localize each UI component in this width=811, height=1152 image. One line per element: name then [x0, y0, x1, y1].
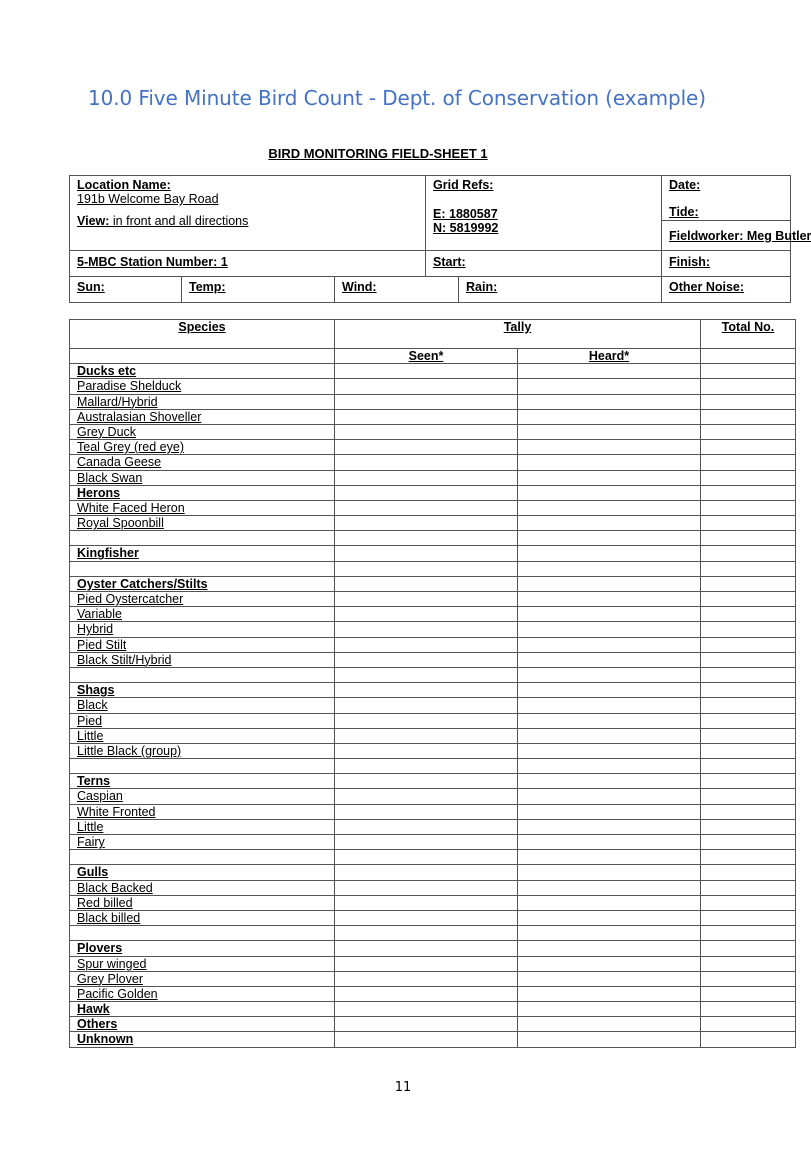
total-count-cell[interactable] [701, 561, 796, 576]
species-name: Black Swan [70, 470, 335, 485]
seen-tally-cell[interactable] [335, 622, 518, 637]
species-name [70, 531, 335, 546]
seen-tally-cell[interactable] [335, 819, 518, 834]
species-row [70, 607, 796, 622]
species-name: Black Stilt/Hybrid [70, 652, 335, 667]
seen-tally-cell[interactable] [335, 926, 518, 941]
heard-tally-cell[interactable] [518, 667, 701, 682]
seen-tally-cell[interactable] [335, 440, 518, 455]
species-row [70, 819, 796, 834]
species-row [70, 956, 796, 971]
seen-tally-cell[interactable] [335, 409, 518, 424]
heard-tally-cell[interactable] [518, 941, 701, 956]
heard-tally-cell[interactable] [518, 926, 701, 941]
total-count-cell[interactable] [701, 667, 796, 682]
species-name [70, 561, 335, 576]
location-cell[interactable] [70, 176, 426, 251]
heard-tally-cell[interactable] [518, 470, 701, 485]
species-row [70, 850, 796, 865]
northing-value: N: 5819992 [433, 221, 499, 235]
species-row [70, 500, 796, 515]
species-group-row [70, 546, 796, 561]
seen-tally-cell[interactable] [335, 637, 518, 652]
seen-tally-cell[interactable] [335, 986, 518, 1001]
heard-tally-cell[interactable] [518, 743, 701, 758]
species-name: Teal Grey (red eye) [70, 440, 335, 455]
seen-tally-cell[interactable] [335, 895, 518, 910]
total-count-cell[interactable] [701, 713, 796, 728]
total-count-cell[interactable] [701, 1032, 796, 1047]
species-row [70, 713, 796, 728]
species-row [70, 986, 796, 1001]
species-row [70, 804, 796, 819]
species-group-row [70, 1032, 796, 1047]
total-count-cell[interactable] [701, 637, 796, 652]
seen-tally-cell[interactable] [335, 1002, 518, 1017]
easting-value: E: 1880587 [433, 207, 498, 221]
heard-tally-cell[interactable] [518, 440, 701, 455]
total-count-cell[interactable] [701, 440, 796, 455]
seen-tally-cell[interactable] [335, 941, 518, 956]
seen-tally-cell[interactable] [335, 1032, 518, 1047]
species-group-row [70, 683, 796, 698]
species-row [70, 789, 796, 804]
seen-tally-cell[interactable] [335, 516, 518, 531]
total-count-cell[interactable] [701, 789, 796, 804]
species-row [70, 470, 796, 485]
seen-tally-cell[interactable] [335, 743, 518, 758]
seen-tally-cell[interactable] [335, 910, 518, 925]
seen-tally-cell[interactable] [335, 850, 518, 865]
species-row [70, 409, 796, 424]
other-noise-cell[interactable]: Other Noise: [662, 277, 791, 303]
species-row [70, 759, 796, 774]
finish-cell[interactable]: Finish: [662, 251, 791, 277]
species-name [70, 667, 335, 682]
heard-tally-cell[interactable] [518, 379, 701, 394]
seen-tally-cell[interactable] [335, 500, 518, 515]
fieldworker-value: Fieldworker: Meg Butler [669, 229, 811, 243]
seen-tally-cell[interactable] [335, 424, 518, 439]
species-row [70, 592, 796, 607]
heard-tally-cell[interactable] [518, 850, 701, 865]
heard-tally-cell[interactable] [518, 865, 701, 880]
seen-tally-cell[interactable] [335, 956, 518, 971]
total-count-cell[interactable] [701, 652, 796, 667]
species-row [70, 926, 796, 941]
species-row [70, 379, 796, 394]
species-row [70, 637, 796, 652]
species-group-row [70, 364, 796, 379]
total-count-cell[interactable] [701, 743, 796, 758]
heard-tally-cell[interactable] [518, 652, 701, 667]
total-count-cell[interactable] [701, 409, 796, 424]
grid-refs-cell[interactable] [426, 176, 662, 251]
seen-tally-cell[interactable] [335, 561, 518, 576]
seen-tally-cell[interactable] [335, 789, 518, 804]
date-tide-cell[interactable] [662, 176, 791, 221]
heard-tally-cell[interactable] [518, 804, 701, 819]
tally-column-header: Tally [335, 320, 701, 349]
species-group-row [70, 576, 796, 591]
species-row [70, 971, 796, 986]
heard-tally-cell[interactable] [518, 971, 701, 986]
total-count-cell[interactable] [701, 607, 796, 622]
heard-tally-cell[interactable] [518, 455, 701, 470]
species-group-row [70, 941, 796, 956]
heard-tally-cell[interactable] [518, 546, 701, 561]
seen-tally-cell[interactable] [335, 683, 518, 698]
total-count-cell[interactable] [701, 1017, 796, 1032]
heard-tally-cell[interactable] [518, 713, 701, 728]
species-row [70, 561, 796, 576]
species-group-name: Plovers [70, 941, 335, 956]
seen-tally-cell[interactable] [335, 865, 518, 880]
species-name: Grey Plover [70, 971, 335, 986]
seen-tally-cell[interactable] [335, 804, 518, 819]
species-name: Mallard/Hybrid [70, 394, 335, 409]
heard-tally-cell[interactable] [518, 910, 701, 925]
species-name: Red billed [70, 895, 335, 910]
total-count-cell[interactable] [701, 516, 796, 531]
heard-tally-cell[interactable] [518, 394, 701, 409]
species-group-row [70, 485, 796, 500]
heard-tally-cell[interactable] [518, 835, 701, 850]
species-name: Black billed [70, 910, 335, 925]
species-group-name: Others [70, 1017, 335, 1032]
heard-tally-cell[interactable] [518, 607, 701, 622]
heard-tally-cell[interactable] [518, 516, 701, 531]
seen-tally-cell[interactable] [335, 546, 518, 561]
species-name: White Faced Heron [70, 500, 335, 515]
page-number: 11 [394, 1080, 412, 1095]
sun-cell[interactable]: Sun: [70, 277, 182, 303]
view-label: View: [77, 214, 110, 228]
heard-tally-cell[interactable] [518, 728, 701, 743]
start-cell[interactable]: Start: [426, 251, 662, 277]
species-name: Pied [70, 713, 335, 728]
total-count-cell[interactable] [701, 804, 796, 819]
total-count-cell[interactable] [701, 531, 796, 546]
total-count-cell[interactable] [701, 622, 796, 637]
species-row [70, 652, 796, 667]
species-name: Pied Stilt [70, 637, 335, 652]
species-name: Black Backed [70, 880, 335, 895]
species-group-name: Oyster Catchers/Stilts [70, 576, 335, 591]
total-count-cell[interactable] [701, 485, 796, 500]
total-count-cell[interactable] [701, 546, 796, 561]
total-count-cell[interactable] [701, 759, 796, 774]
species-row [70, 516, 796, 531]
heard-tally-cell[interactable] [518, 637, 701, 652]
total-count-cell[interactable] [701, 379, 796, 394]
heard-tally-cell[interactable] [518, 622, 701, 637]
total-count-cell[interactable] [701, 683, 796, 698]
species-subheader-blank [70, 349, 335, 364]
species-group-row [70, 1002, 796, 1017]
species-name: Hybrid [70, 622, 335, 637]
location-value: 191b Welcome Bay Road [77, 192, 219, 206]
total-count-cell[interactable] [701, 971, 796, 986]
seen-tally-cell[interactable] [335, 455, 518, 470]
total-count-cell[interactable] [701, 592, 796, 607]
location-label: Location Name: [77, 178, 171, 192]
heard-tally-cell[interactable] [518, 424, 701, 439]
seen-tally-cell[interactable] [335, 576, 518, 591]
heard-tally-cell[interactable] [518, 364, 701, 379]
species-group-row [70, 1017, 796, 1032]
tide-label: Tide: [669, 205, 699, 219]
total-count-cell[interactable] [701, 1002, 796, 1017]
species-name: Pacific Golden [70, 986, 335, 1001]
total-count-cell[interactable] [701, 576, 796, 591]
total-count-cell[interactable] [701, 774, 796, 789]
seen-tally-cell[interactable] [335, 774, 518, 789]
total-subheader-blank [701, 349, 796, 364]
temp-cell[interactable]: Temp: [182, 277, 335, 303]
heard-tally-cell[interactable] [518, 819, 701, 834]
total-count-cell[interactable] [701, 500, 796, 515]
heard-tally-cell[interactable] [518, 986, 701, 1001]
total-count-cell[interactable] [701, 470, 796, 485]
heard-tally-cell[interactable] [518, 759, 701, 774]
heard-tally-cell[interactable] [518, 789, 701, 804]
species-row [70, 394, 796, 409]
species-group-name: Hawk [70, 1002, 335, 1017]
total-count-cell[interactable] [701, 364, 796, 379]
seen-tally-cell[interactable] [335, 652, 518, 667]
species-tally-table [69, 319, 796, 1048]
species-group-name: Terns [70, 774, 335, 789]
species-name: Little [70, 728, 335, 743]
seen-tally-cell[interactable] [335, 607, 518, 622]
species-name [70, 759, 335, 774]
total-count-cell[interactable] [701, 728, 796, 743]
seen-tally-cell[interactable] [335, 394, 518, 409]
heard-tally-cell[interactable] [518, 880, 701, 895]
species-name: Little [70, 819, 335, 834]
species-row [70, 910, 796, 925]
header-info-table [69, 175, 811, 303]
species-name: Australasian Shoveller [70, 409, 335, 424]
heard-tally-cell[interactable] [518, 683, 701, 698]
heard-tally-cell[interactable] [518, 698, 701, 713]
species-name: White Fronted [70, 804, 335, 819]
species-name: Paradise Shelduck [70, 379, 335, 394]
seen-tally-cell[interactable] [335, 698, 518, 713]
species-name: Royal Spoonbill [70, 516, 335, 531]
species-row [70, 880, 796, 895]
species-group-name: Unknown [70, 1032, 335, 1047]
heard-tally-cell[interactable] [518, 485, 701, 500]
seen-tally-cell[interactable] [335, 667, 518, 682]
grid-refs-label: Grid Refs: [433, 178, 494, 192]
species-row [70, 622, 796, 637]
heard-tally-cell[interactable] [518, 956, 701, 971]
total-count-cell[interactable] [701, 850, 796, 865]
seen-tally-cell[interactable] [335, 728, 518, 743]
species-row [70, 424, 796, 439]
date-label: Date: [669, 178, 701, 192]
species-group-name: Gulls [70, 865, 335, 880]
total-count-cell[interactable] [701, 835, 796, 850]
species-row [70, 667, 796, 682]
heard-tally-cell[interactable] [518, 576, 701, 591]
heard-tally-cell[interactable] [518, 1017, 701, 1032]
species-group-name: Herons [70, 485, 335, 500]
heard-tally-cell[interactable] [518, 1032, 701, 1047]
heard-tally-cell[interactable] [518, 531, 701, 546]
species-name [70, 850, 335, 865]
view-value: in front and all directions [109, 214, 249, 228]
total-count-cell[interactable] [701, 941, 796, 956]
species-name: Fairy [70, 835, 335, 850]
total-count-cell[interactable] [701, 698, 796, 713]
total-count-cell[interactable] [701, 986, 796, 1001]
species-row [70, 440, 796, 455]
species-name: Caspian [70, 789, 335, 804]
seen-tally-cell[interactable] [335, 713, 518, 728]
total-count-cell[interactable] [701, 880, 796, 895]
species-name: Variable [70, 607, 335, 622]
species-group-row [70, 865, 796, 880]
field-sheet-title: BIRD MONITORING FIELD-SHEET 1 [268, 146, 488, 161]
page-heading: 10.0 Five Minute Bird Count - Dept. of Conservation (example) [88, 86, 706, 110]
species-row [70, 895, 796, 910]
heard-tally-cell[interactable] [518, 409, 701, 424]
total-count-cell[interactable] [701, 424, 796, 439]
heard-tally-cell[interactable] [518, 561, 701, 576]
species-row [70, 835, 796, 850]
total-count-cell[interactable] [701, 455, 796, 470]
seen-tally-cell[interactable] [335, 485, 518, 500]
seen-tally-cell[interactable] [335, 759, 518, 774]
species-name: Pied Oystercatcher [70, 592, 335, 607]
total-count-cell[interactable] [701, 895, 796, 910]
species-name: Black [70, 698, 335, 713]
species-name: Little Black (group) [70, 743, 335, 758]
species-group-name: Kingfisher [70, 546, 335, 561]
total-count-cell[interactable] [701, 865, 796, 880]
total-column-header: Total No. [701, 320, 796, 349]
species-group-row [70, 774, 796, 789]
total-count-cell[interactable] [701, 394, 796, 409]
species-row [70, 743, 796, 758]
seen-tally-cell[interactable] [335, 379, 518, 394]
heard-tally-cell[interactable] [518, 895, 701, 910]
seen-tally-cell[interactable] [335, 880, 518, 895]
species-name: Spur winged [70, 956, 335, 971]
heard-tally-cell[interactable] [518, 592, 701, 607]
species-row [70, 455, 796, 470]
species-row [70, 698, 796, 713]
seen-tally-cell[interactable] [335, 531, 518, 546]
heard-tally-cell[interactable] [518, 1002, 701, 1017]
species-row [70, 728, 796, 743]
species-group-name: Shags [70, 683, 335, 698]
heard-tally-cell[interactable] [518, 500, 701, 515]
heard-column-header: Heard* [518, 349, 701, 364]
species-name: Canada Geese [70, 455, 335, 470]
seen-tally-cell[interactable] [335, 592, 518, 607]
seen-column-header: Seen* [335, 349, 518, 364]
seen-tally-cell[interactable] [335, 971, 518, 986]
seen-tally-cell[interactable] [335, 364, 518, 379]
total-count-cell[interactable] [701, 926, 796, 941]
seen-tally-cell[interactable] [335, 1017, 518, 1032]
total-count-cell[interactable] [701, 910, 796, 925]
species-column-header: Species [70, 320, 335, 349]
species-row [70, 531, 796, 546]
species-name: Grey Duck [70, 424, 335, 439]
seen-tally-cell[interactable] [335, 835, 518, 850]
rain-cell[interactable]: Rain: [459, 277, 662, 303]
seen-tally-cell[interactable] [335, 470, 518, 485]
species-group-name: Ducks etc [70, 364, 335, 379]
species-name [70, 926, 335, 941]
total-count-cell[interactable] [701, 819, 796, 834]
wind-cell[interactable]: Wind: [335, 277, 459, 303]
total-count-cell[interactable] [701, 956, 796, 971]
heard-tally-cell[interactable] [518, 774, 701, 789]
fieldworker-cell[interactable] [662, 221, 811, 251]
station-number-cell[interactable]: 5-MBC Station Number: 1 [70, 251, 426, 277]
